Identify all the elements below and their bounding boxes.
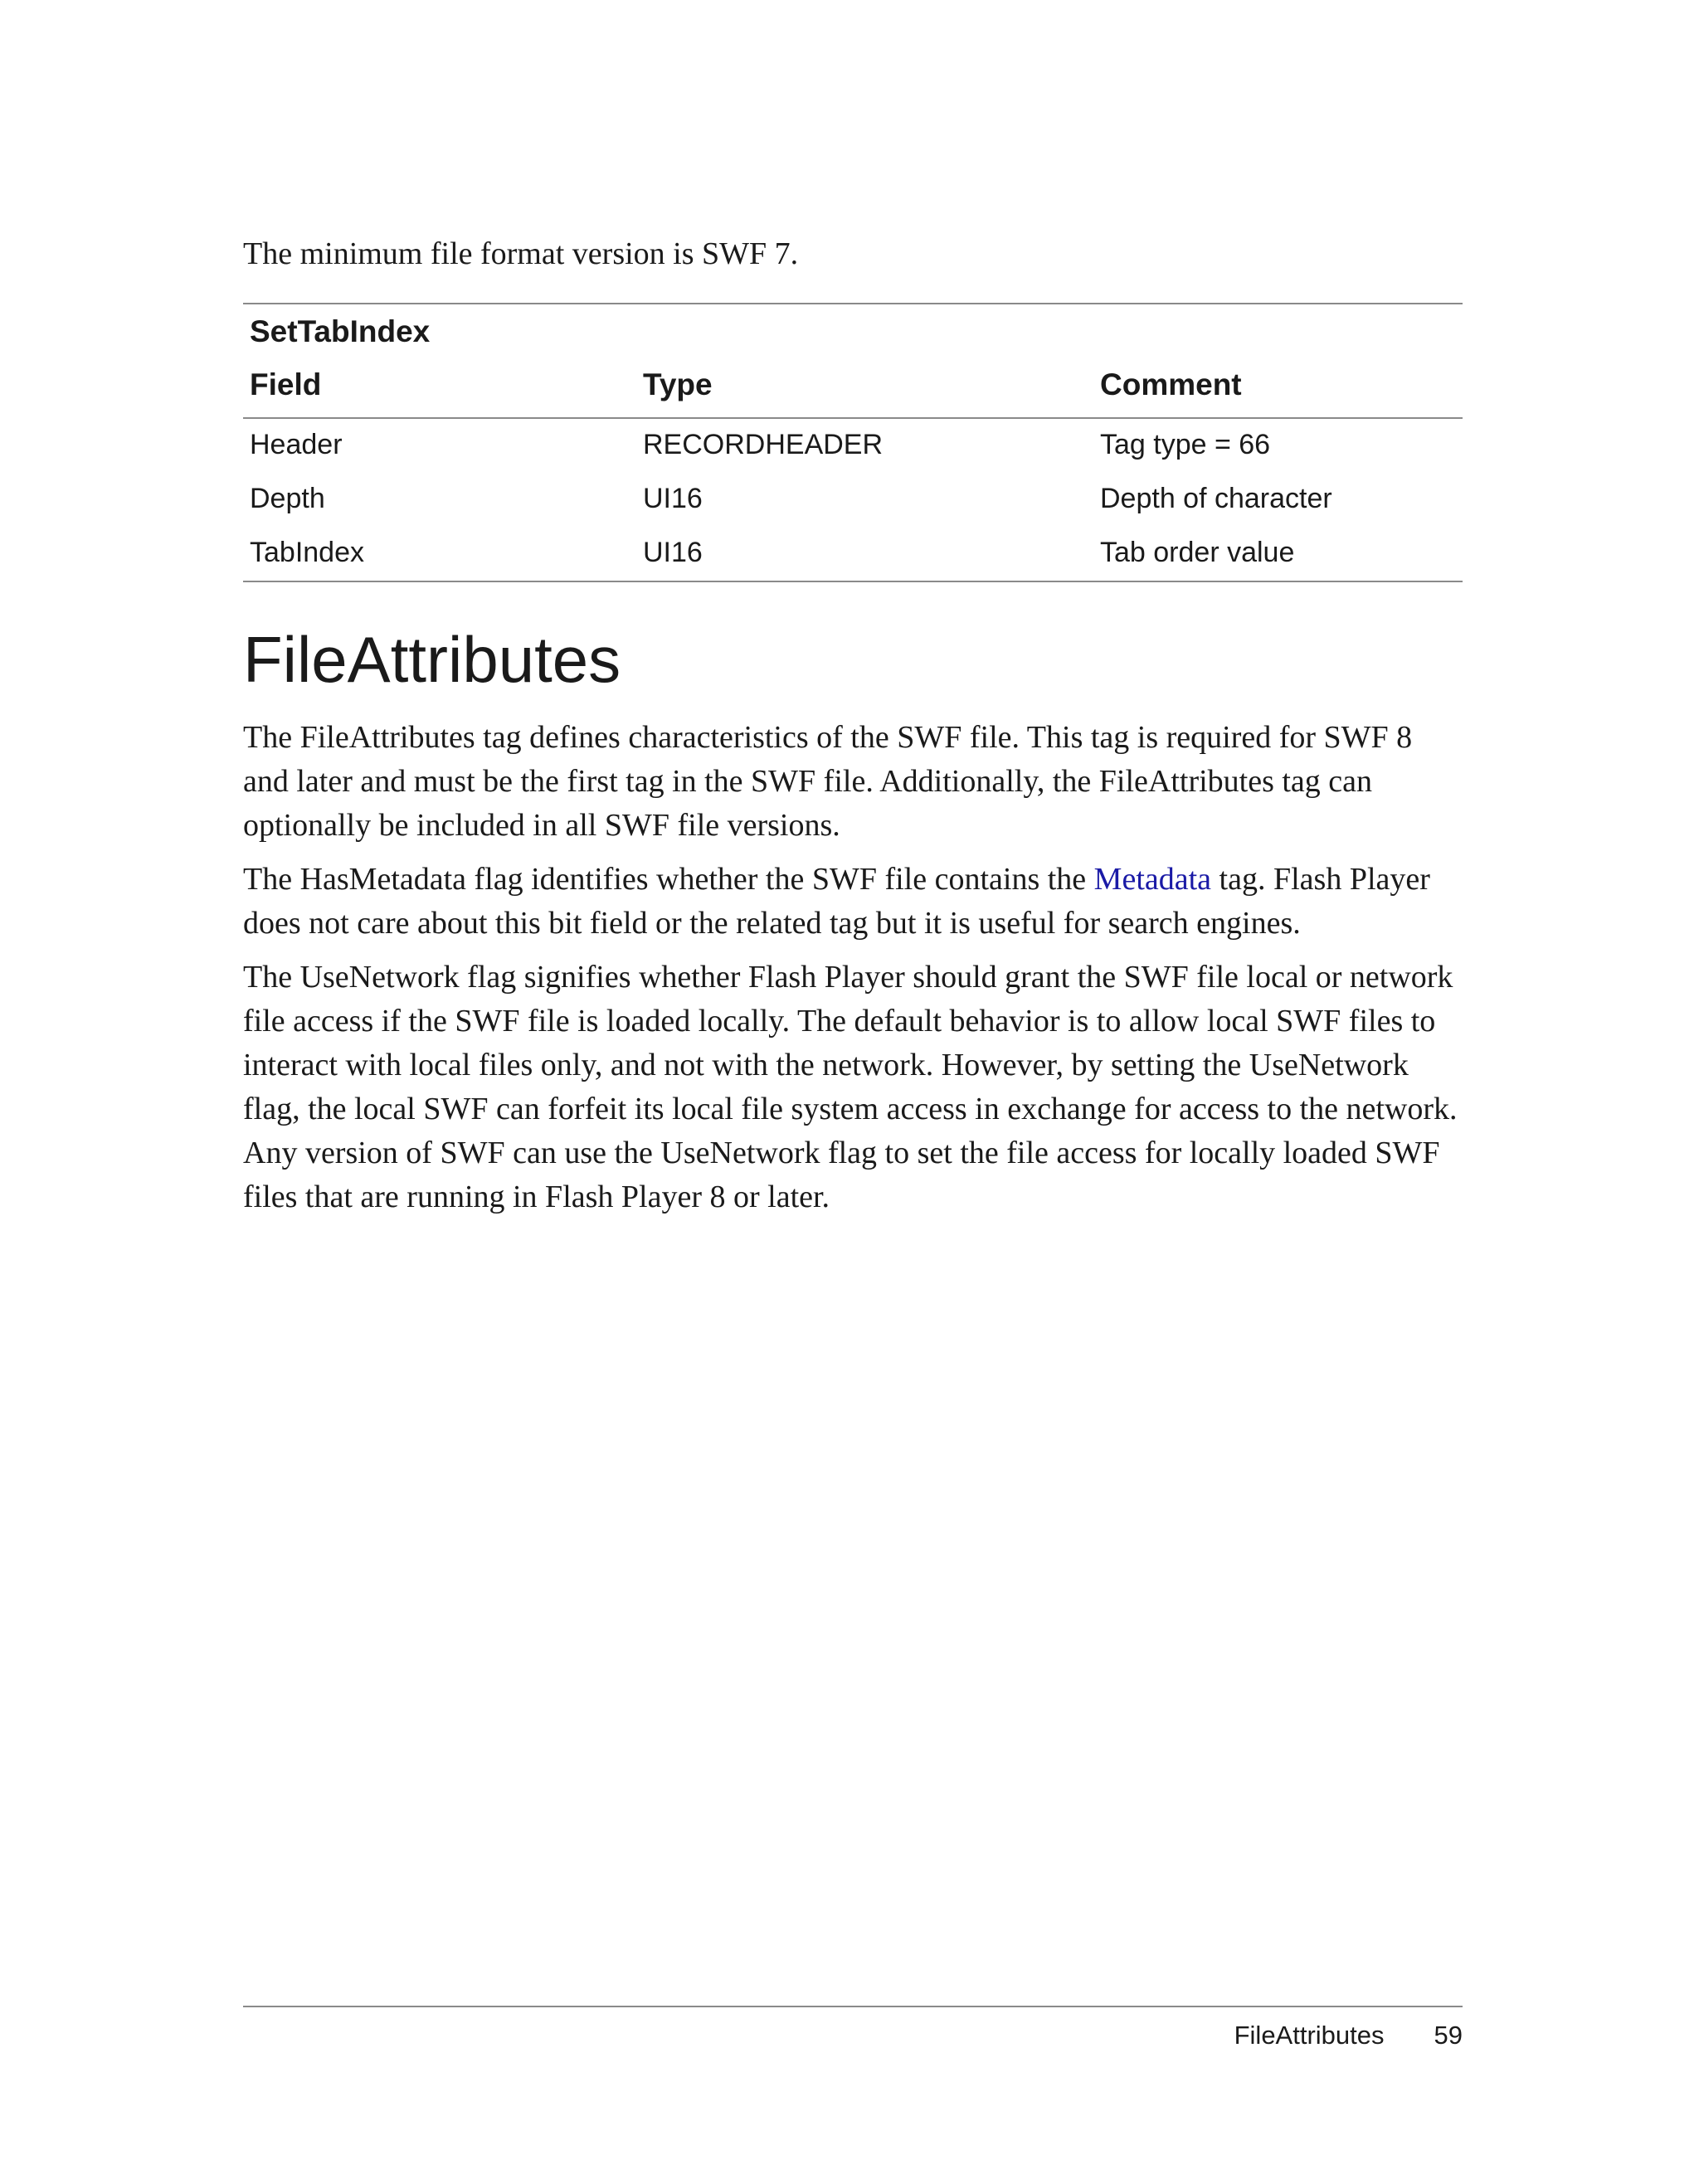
cell-type: UI16 (643, 537, 703, 568)
footer-section-name: FileAttributes (1234, 2021, 1385, 2050)
paragraph-1: The FileAttributes tag defines characteristics of the SWF file. This tag is required for SWF 8 and later and must be the first tag in the SWF file. Additionally, the FileAttributes tag can optionally be included in all SWF file versions. (243, 720, 1413, 843)
cell-type: RECORDHEADER (643, 429, 884, 460)
header-field: Field (250, 367, 322, 401)
footer-divider (243, 2006, 1463, 2007)
section-title: FileAttributes (243, 623, 621, 696)
table-caption: SetTabIndex (250, 314, 431, 348)
section-body (243, 716, 1463, 1229)
header-comment: Comment (1100, 367, 1242, 401)
page-footer (1234, 2017, 1463, 2054)
paragraph-3: The UseNetwork flag signifies whether Flash Player should grant the SWF file local or network file access if the SWF file is loaded locally. The default behavior is to allow local SWF files to interact with local files only, and not with the network. However, by setting the UseNetwork flag, the local SWF can forfeit its local file system access in exchange for access to the network. Any version of SWF can use the UseNetwork flag to set the file access for locally loaded SWF files that are running in Flash Player 8 or later. (243, 960, 1458, 1214)
page-number: 59 (1434, 2021, 1463, 2050)
cell-field: TabIndex (250, 537, 364, 568)
cell-comment: Depth of character (1100, 483, 1332, 514)
cell-type: UI16 (643, 483, 703, 514)
cell-comment: Tag type = 66 (1100, 429, 1271, 460)
metadata-link[interactable]: Metadata (1093, 862, 1212, 897)
settabindex-table (243, 303, 1463, 582)
cell-field: Depth (250, 483, 325, 514)
paragraph-2-end: tag. Flash Player does not care about this bit field or the related tag but it is useful for search engines. (243, 862, 1430, 941)
cell-comment: Tab order value (1100, 537, 1295, 568)
paragraph-2-start: The HasMetadata flag identifies whether the SWF file contains the (243, 862, 1094, 897)
intro-text: The minimum file format version is SWF 7. (243, 236, 799, 271)
cell-field: Header (250, 429, 343, 460)
document-page (243, 0, 1463, 2184)
table-header-row (243, 359, 1463, 419)
table-row (243, 419, 1463, 473)
table-row (243, 527, 1463, 581)
paragraph-2 (243, 858, 1463, 946)
header-type: Type (643, 367, 713, 401)
table-row (243, 473, 1463, 527)
